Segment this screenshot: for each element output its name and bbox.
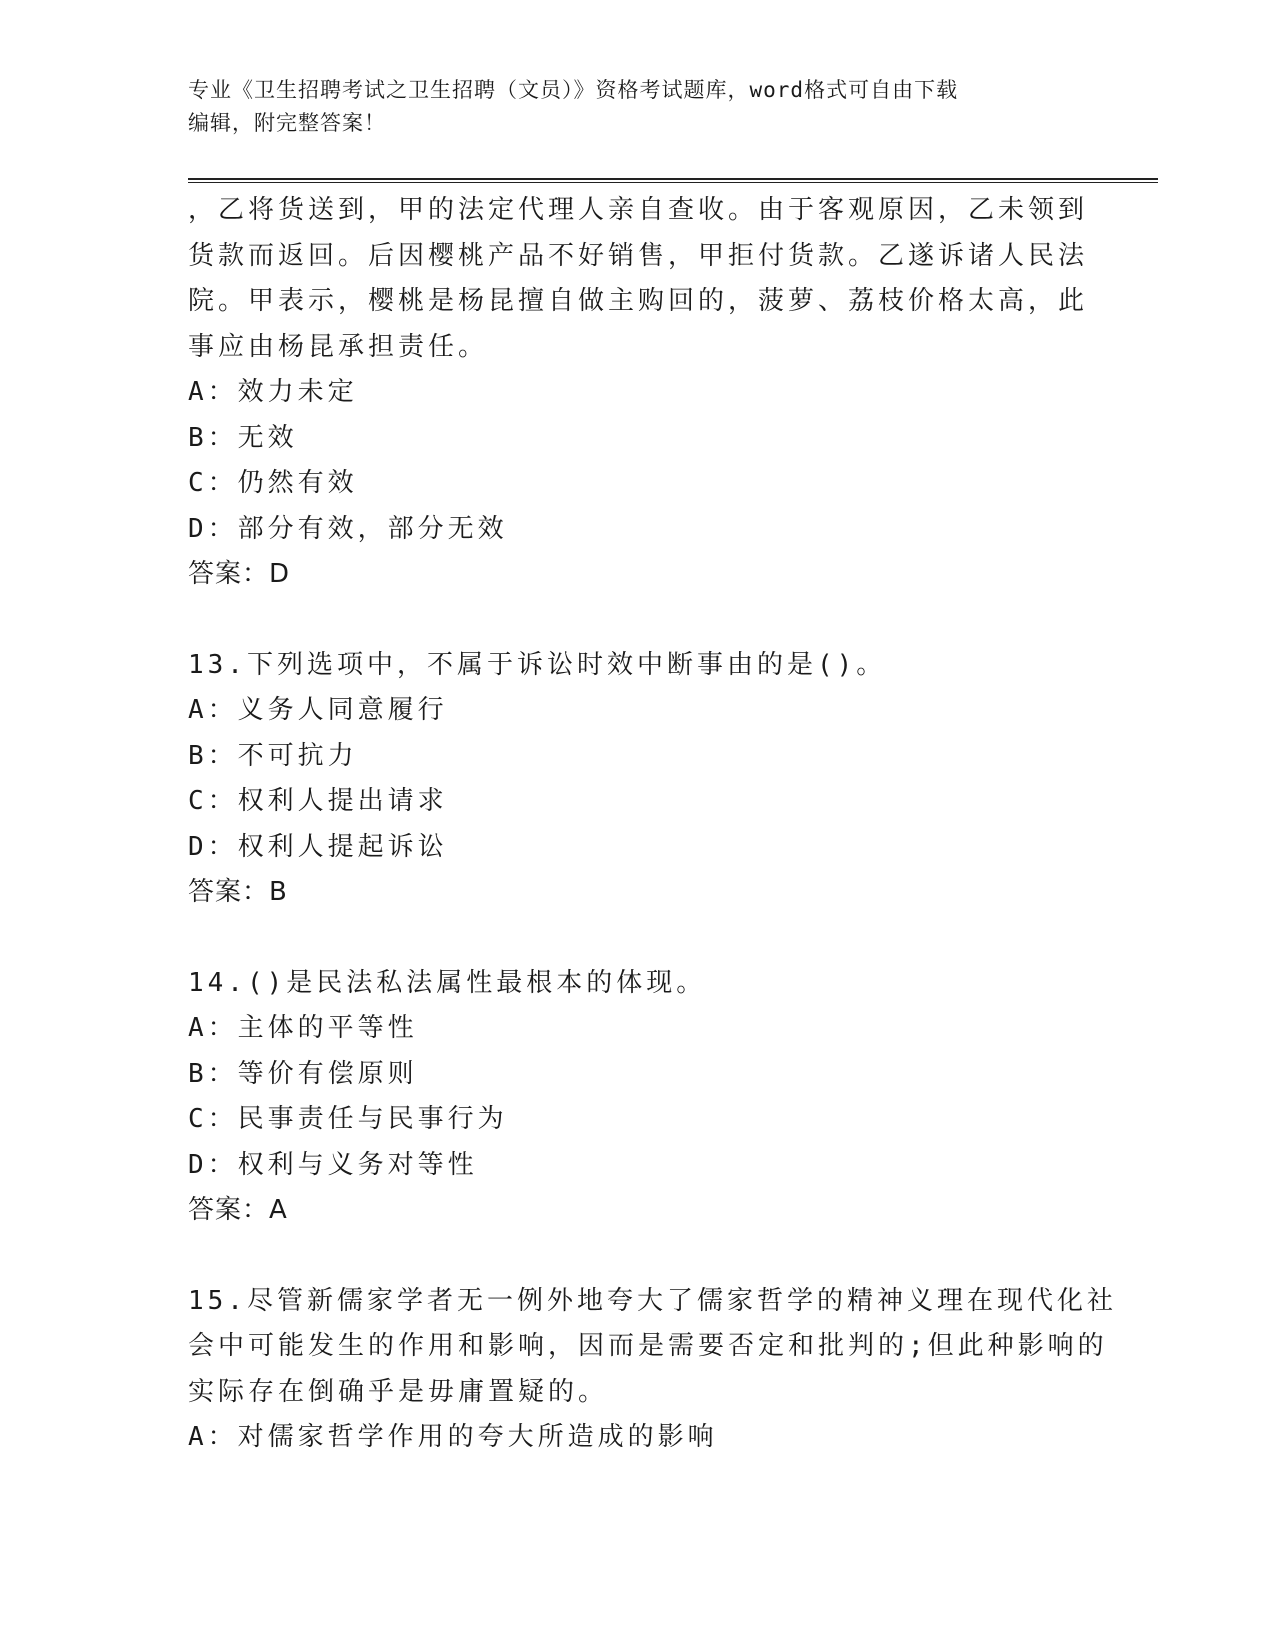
question-stem: 13.下列选项中，不属于诉讼时效中断事由的是()。: [188, 649, 887, 680]
spacer: [188, 598, 1088, 643]
question-text-line: ，乙将货送到，甲的法定代理人亲自查收。由于客观原因，乙未领到: [188, 195, 1089, 225]
question-text-line: 事应由杨昆承担责任。: [188, 331, 489, 362]
option-d: D：权利与义务对等性: [188, 1149, 478, 1180]
question-text-line: 院。甲表示，樱桃是杨昆擅自做主购回的，菠萝、荔枝价格太高，此: [188, 286, 1089, 316]
option-c: C：仍然有效: [188, 468, 358, 498]
spacer: [188, 916, 1088, 961]
question-14: [188, 961, 1088, 1234]
option-d: D：部分有效，部分无效: [188, 513, 508, 544]
question-text-line: 15.尽管新儒家学者无一例外地夸大了儒家哲学的精神义理在现代化社: [188, 1285, 1117, 1316]
option-c: C：权利人提出请求: [188, 786, 448, 816]
option-a: A：对儒家哲学作用的夸大所造成的影响: [188, 1422, 718, 1452]
header-line-1: 专业《卫生招聘考试之卫生招聘（文员）》资格考试题库，word格式可自由下载: [188, 78, 959, 102]
question-12-continued: [188, 188, 1088, 598]
answer-line: 答案：B: [188, 877, 288, 907]
header-line-2: 编辑，附完整答案！: [188, 111, 386, 135]
header-divider: [188, 178, 1158, 183]
spacer: [188, 1234, 1088, 1279]
question-15: [188, 1279, 1117, 1461]
question-text-line: 货款而返回。后因樱桃产品不好销售，甲拒付货款。乙遂诉诸人民法: [188, 240, 1089, 271]
option-c: C：民事责任与民事行为: [188, 1104, 508, 1134]
option-d: D：权利人提起诉讼: [188, 831, 448, 862]
question-stem: 14.()是民法私法属性最根本的体现。: [188, 967, 707, 998]
page-header: [188, 74, 1088, 140]
option-a: A：效力未定: [188, 377, 358, 407]
option-a: A：义务人同意履行: [188, 695, 448, 725]
option-b: B：等价有偿原则: [188, 1058, 418, 1089]
document-body: [188, 188, 1117, 1461]
option-b: B：不可抗力: [188, 740, 358, 771]
answer-line: 答案：D: [188, 559, 291, 589]
question-13: [188, 643, 1088, 916]
question-text-line: 会中可能发生的作用和影响，因而是需要否定和批判的;但此种影响的: [188, 1331, 1108, 1361]
option-a: A：主体的平等性: [188, 1013, 418, 1043]
answer-line: 答案：A: [188, 1195, 288, 1225]
option-b: B：无效: [188, 422, 298, 453]
question-text-line: 实际存在倒确乎是毋庸置疑的。: [188, 1376, 609, 1407]
